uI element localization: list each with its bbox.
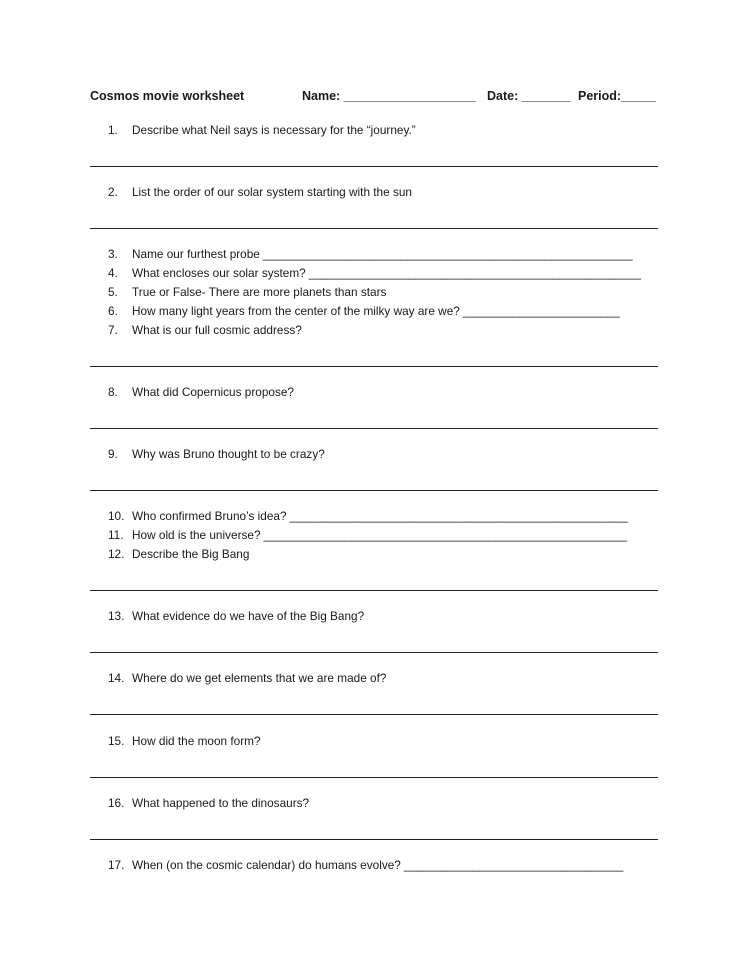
question-1: 1. Describe what Neil says is necessary for the “journey.” [108,123,416,137]
question-15: 15. How did the moon form? [108,734,261,748]
question-11: 11. How old is the universe? __________________________________________________________ [108,528,627,542]
question-6: 6. How many light years from the center of the milky way are we? _________________________ [108,304,620,318]
question-14: 14. Where do we get elements that we are made of? [108,671,387,685]
question-2: 2. List the order of our solar system starting with the sun [108,185,412,199]
answer-line [90,839,658,840]
question-4: 4. What encloses our solar system? _____________________________________________________ [108,266,641,280]
question-9: 9. Why was Bruno thought to be crazy? [108,447,325,461]
answer-line [90,652,658,653]
question-17: 17. When (on the cosmic calendar) do humans evolve? ___________________________________ [108,858,623,872]
question-8: 8. What did Copernicus propose? [108,385,294,399]
answer-line [90,590,658,591]
period-field: Period:_____ [578,89,656,103]
answer-line [90,777,658,778]
question-5: 5. True or False- There are more planets than stars [108,285,387,299]
question-7: 7. What is our full cosmic address? [108,323,302,337]
answer-line [90,166,658,167]
answer-line [90,714,658,715]
answer-line [90,366,658,367]
question-16: 16. What happened to the dinosaurs? [108,796,310,810]
name-field: Name: ___________________ [302,89,476,103]
question-12: 12. Describe the Big Bang [108,547,250,561]
worksheet-title: Cosmos movie worksheet [90,89,245,103]
worksheet-header [90,89,658,107]
question-3: 3. Name our furthest probe ___________________________________________________________ [108,247,633,261]
answer-line [90,428,658,429]
answer-line [90,228,658,229]
answer-line [90,490,658,491]
question-13: 13. What evidence do we have of the Big Bang? [108,609,365,623]
question-10: 10. Who confirmed Bruno’s idea? ______________________________________________________ [108,509,628,523]
date-field: Date: _______ [487,89,571,103]
